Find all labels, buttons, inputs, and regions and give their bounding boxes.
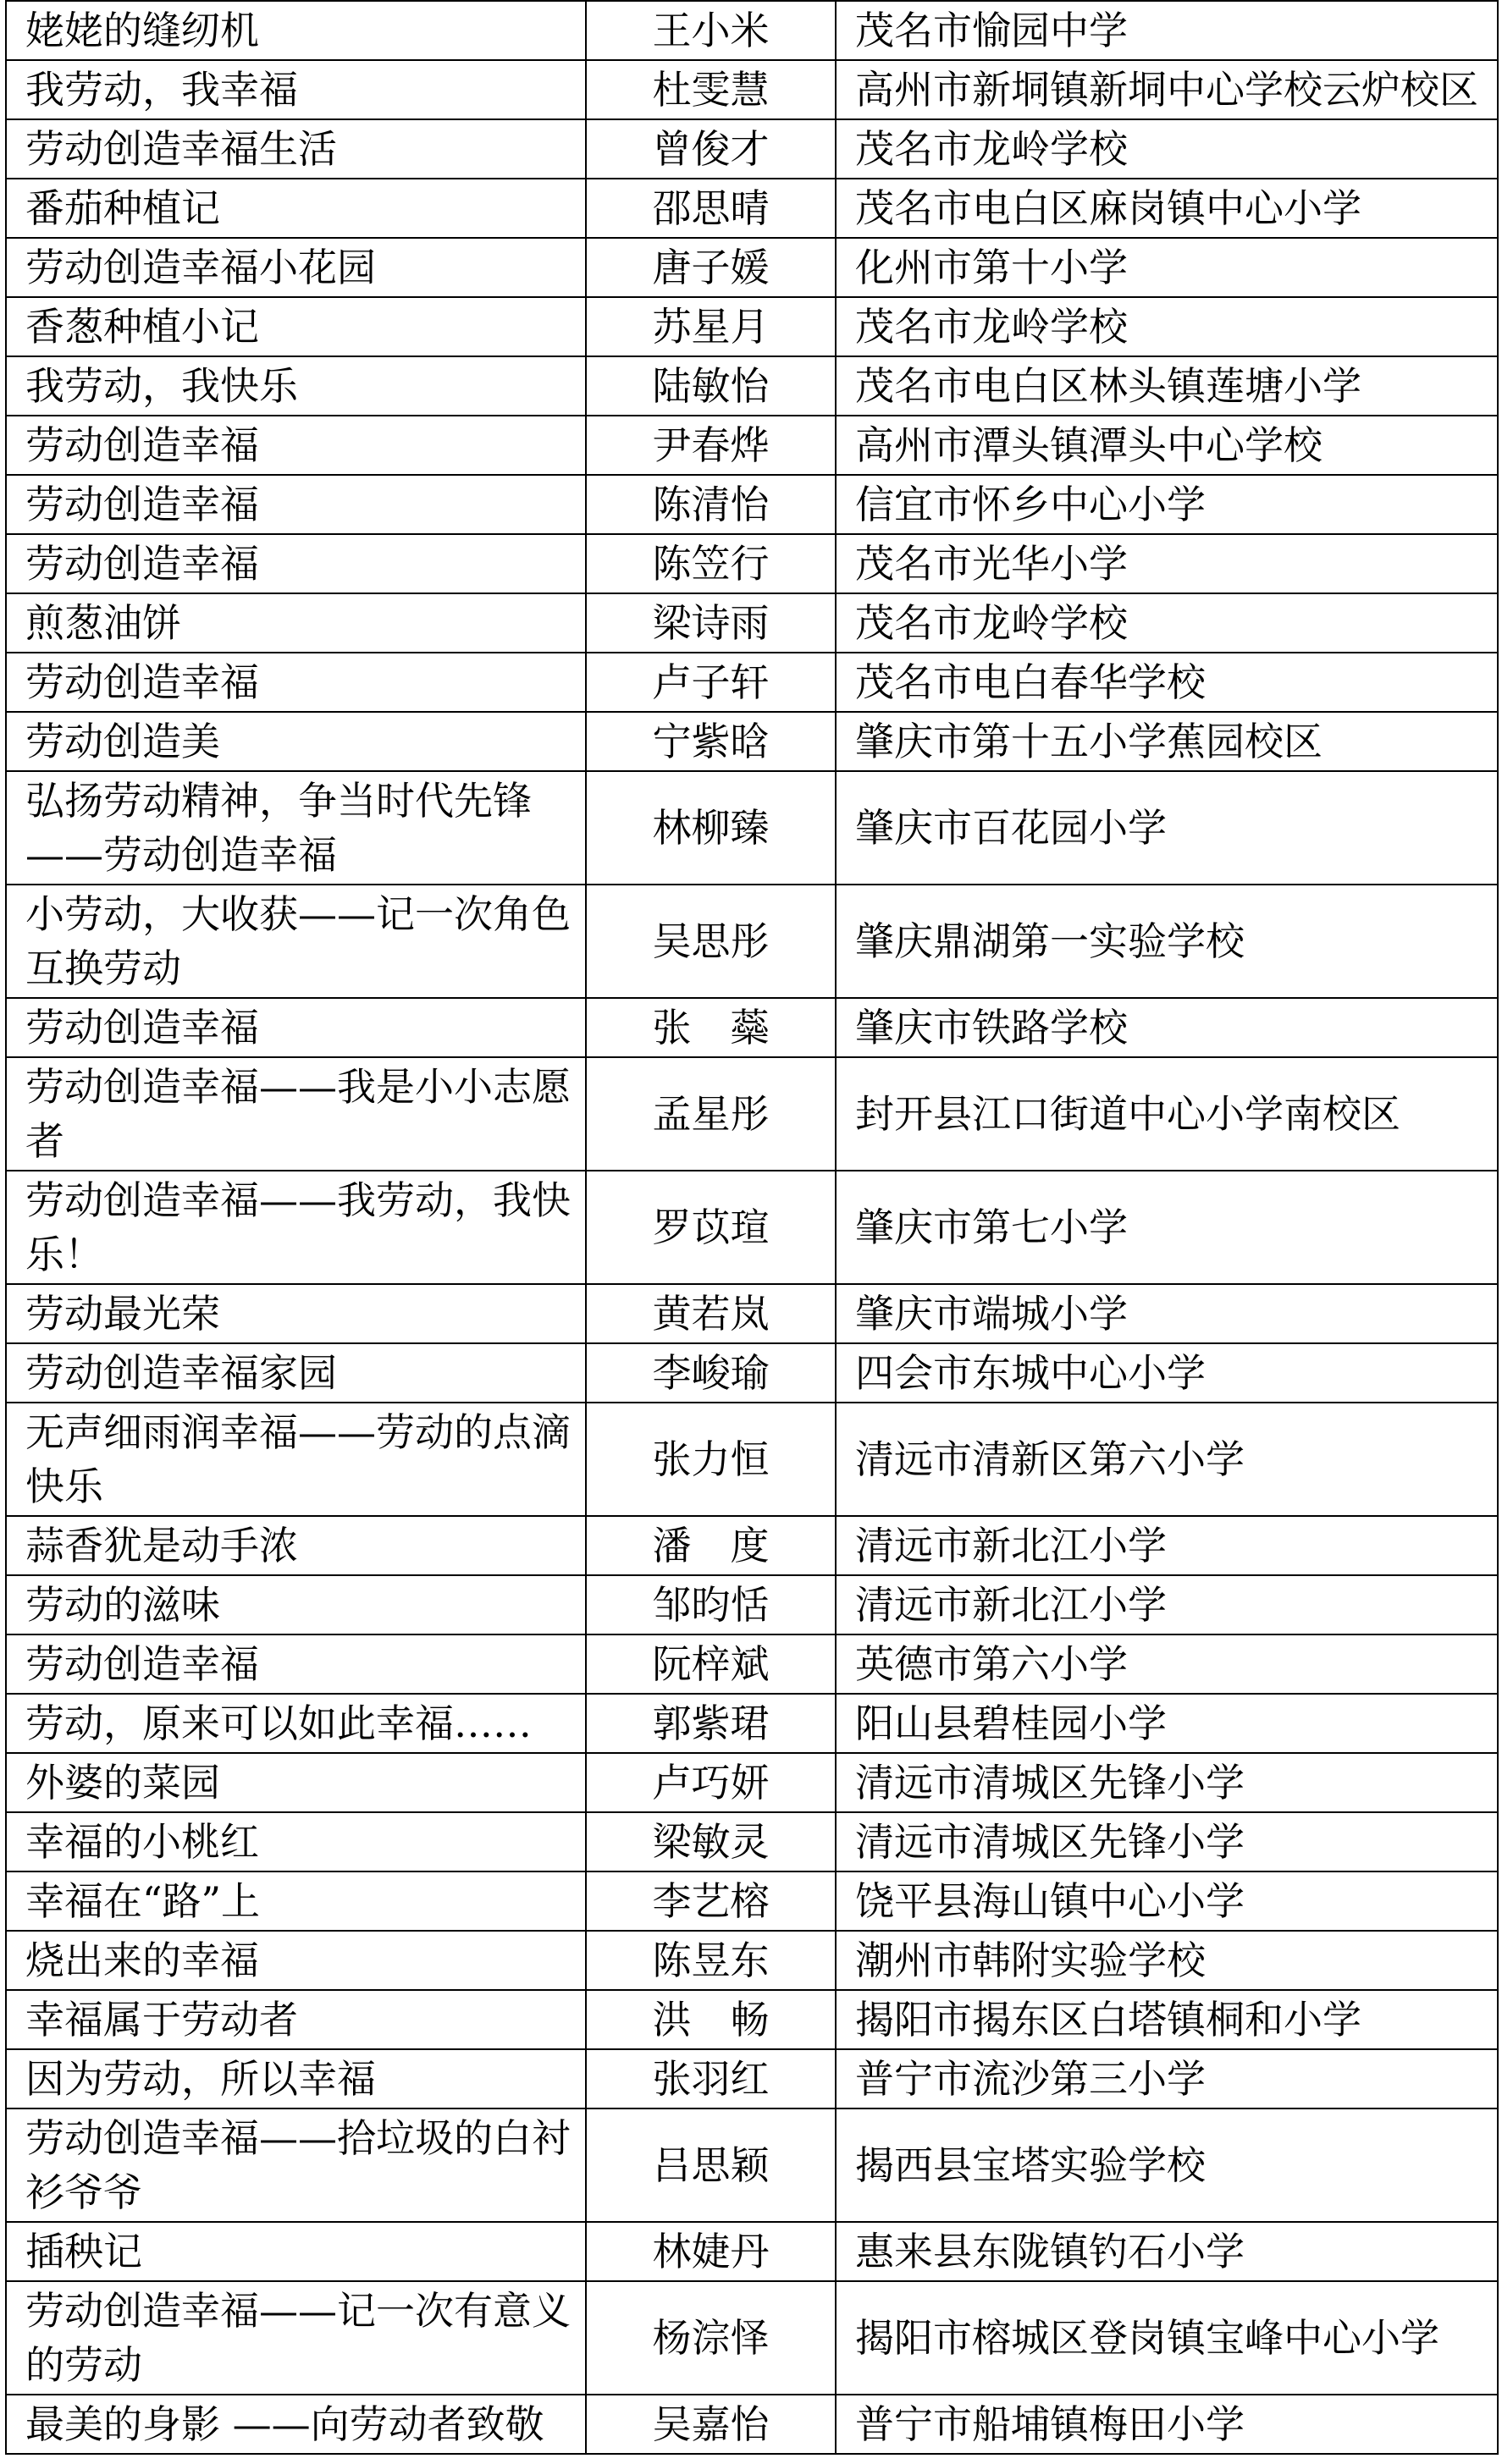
school-cell: 茂名市龙岭学校 — [836, 119, 1498, 179]
essay-title-cell: 劳动创造幸福家园 — [6, 1343, 586, 1403]
student-name-cell: 李峻瑜 — [586, 1343, 836, 1403]
student-name-cell: 郭紫珺 — [586, 1694, 836, 1753]
student-name-cell: 梁敏灵 — [586, 1812, 836, 1871]
student-name-cell: 陈清怡 — [586, 475, 836, 534]
school-cell: 普宁市船埔镇梅田小学 — [836, 2395, 1498, 2454]
student-name-cell: 张羽红 — [586, 2049, 836, 2108]
school-cell: 英德市第六小学 — [836, 1634, 1498, 1694]
essay-title-cell: 劳动最光荣 — [6, 1284, 586, 1343]
essay-title-cell: 无声细雨润幸福——劳动的点滴快乐 — [6, 1403, 586, 1516]
table-row — [6, 885, 1498, 998]
table-row — [6, 356, 1498, 416]
essay-title-cell: 煎葱油饼 — [6, 593, 586, 653]
table-row — [6, 1057, 1498, 1171]
table-row — [6, 1403, 1498, 1516]
essay-title-cell: 劳动，原来可以如此幸福…… — [6, 1694, 586, 1753]
essay-title-cell: 蒜香犹是动手浓 — [6, 1516, 586, 1575]
essay-title-cell: 劳动创造幸福 — [6, 475, 586, 534]
student-name-cell: 王小米 — [586, 1, 836, 60]
essay-title-cell: 劳动创造幸福——记一次有意义的劳动 — [6, 2281, 586, 2395]
table-row — [6, 2395, 1498, 2454]
table-row — [6, 60, 1498, 119]
essay-title-cell: 劳动创造幸福 — [6, 534, 586, 593]
school-cell: 信宜市怀乡中心小学 — [836, 475, 1498, 534]
essay-title-cell: 劳动创造幸福小花园 — [6, 238, 586, 297]
essay-title-cell: 劳动创造幸福生活 — [6, 119, 586, 179]
table-row — [6, 1634, 1498, 1694]
table-row — [6, 1812, 1498, 1871]
essay-title-cell: 劳动创造幸福 — [6, 1634, 586, 1694]
essay-title-cell: 香葱种植小记 — [6, 297, 586, 356]
student-name-cell: 林柳臻 — [586, 771, 836, 885]
table-row — [6, 475, 1498, 534]
table-row — [6, 2281, 1498, 2395]
essay-title-cell: 劳动创造幸福——我劳动，我快乐！ — [6, 1171, 586, 1284]
school-cell: 揭阳市榕城区登岗镇宝峰中心小学 — [836, 2281, 1498, 2395]
student-name-cell: 张力恒 — [586, 1403, 836, 1516]
student-name-cell: 吴嘉怡 — [586, 2395, 836, 2454]
school-cell: 阳山县碧桂园小学 — [836, 1694, 1498, 1753]
essay-title-cell: 姥姥的缝纫机 — [6, 1, 586, 60]
student-name-cell: 苏星月 — [586, 297, 836, 356]
school-cell: 清远市新北江小学 — [836, 1516, 1498, 1575]
school-cell: 茂名市电白春华学校 — [836, 653, 1498, 712]
student-name-cell: 罗苡瑄 — [586, 1171, 836, 1284]
student-name-cell: 卢子轩 — [586, 653, 836, 712]
school-cell: 潮州市韩附实验学校 — [836, 1931, 1498, 1990]
essay-title-cell: 外婆的菜园 — [6, 1753, 586, 1812]
school-cell: 茂名市电白区林头镇莲塘小学 — [836, 356, 1498, 416]
student-name-cell: 邵思晴 — [586, 179, 836, 238]
school-cell: 肇庆市第十五小学蕉园校区 — [836, 712, 1498, 771]
student-name-cell: 梁诗雨 — [586, 593, 836, 653]
student-name-cell: 陈笠行 — [586, 534, 836, 593]
school-cell: 饶平县海山镇中心小学 — [836, 1871, 1498, 1931]
table-row — [6, 771, 1498, 885]
essay-title-cell: 小劳动，大收获——记一次角色互换劳动 — [6, 885, 586, 998]
table-row — [6, 534, 1498, 593]
student-name-cell: 唐子媛 — [586, 238, 836, 297]
student-name-cell: 阮梓斌 — [586, 1634, 836, 1694]
student-name-cell: 吴思彤 — [586, 885, 836, 998]
table-row — [6, 416, 1498, 475]
school-cell: 清远市清新区第六小学 — [836, 1403, 1498, 1516]
table-row — [6, 2049, 1498, 2108]
student-name-cell: 吕思颖 — [586, 2108, 836, 2222]
essay-title-cell: 我劳动，我幸福 — [6, 60, 586, 119]
student-name-cell: 陈昱东 — [586, 1931, 836, 1990]
school-cell: 惠来县东陇镇钓石小学 — [836, 2222, 1498, 2281]
table-row — [6, 1171, 1498, 1284]
school-cell: 清远市清城区先锋小学 — [836, 1812, 1498, 1871]
essay-title-cell: 劳动创造幸福 — [6, 653, 586, 712]
table-row — [6, 1694, 1498, 1753]
student-name-cell: 黄若岚 — [586, 1284, 836, 1343]
table-row — [6, 1516, 1498, 1575]
essay-title-cell: 番茄种植记 — [6, 179, 586, 238]
essay-title-cell: 因为劳动，所以幸福 — [6, 2049, 586, 2108]
essay-title-cell: 幸福的小桃红 — [6, 1812, 586, 1871]
award-list-table — [5, 0, 1499, 2455]
school-cell: 肇庆市百花园小学 — [836, 771, 1498, 885]
school-cell: 茂名市电白区麻岗镇中心小学 — [836, 179, 1498, 238]
essay-title-cell: 插秧记 — [6, 2222, 586, 2281]
essay-title-cell: 劳动创造美 — [6, 712, 586, 771]
table-row — [6, 1753, 1498, 1812]
student-name-cell: 杜雯慧 — [586, 60, 836, 119]
table-row — [6, 1343, 1498, 1403]
table-body — [6, 1, 1498, 2454]
table-row — [6, 1871, 1498, 1931]
table-row — [6, 1284, 1498, 1343]
student-name-cell: 尹春烨 — [586, 416, 836, 475]
essay-title-cell: 幸福属于劳动者 — [6, 1990, 586, 2049]
essay-title-cell: 烧出来的幸福 — [6, 1931, 586, 1990]
student-name-cell: 曾俊才 — [586, 119, 836, 179]
table-row — [6, 593, 1498, 653]
school-cell: 肇庆市第七小学 — [836, 1171, 1498, 1284]
table-row — [6, 179, 1498, 238]
school-cell: 揭西县宝塔实验学校 — [836, 2108, 1498, 2222]
table-row — [6, 238, 1498, 297]
table-row — [6, 712, 1498, 771]
essay-title-cell: 最美的身影 ——向劳动者致敬 — [6, 2395, 586, 2454]
school-cell: 封开县江口街道中心小学南校区 — [836, 1057, 1498, 1171]
school-cell: 茂名市龙岭学校 — [836, 297, 1498, 356]
school-cell: 肇庆市端城小学 — [836, 1284, 1498, 1343]
student-name-cell: 李艺榕 — [586, 1871, 836, 1931]
essay-title-cell: 我劳动，我快乐 — [6, 356, 586, 416]
essay-title-cell: 劳动创造幸福 — [6, 416, 586, 475]
essay-title-cell: 劳动创造幸福 — [6, 998, 586, 1057]
table-row — [6, 297, 1498, 356]
student-name-cell: 洪 畅 — [586, 1990, 836, 2049]
essay-title-cell: 幸福在“路”上 — [6, 1871, 586, 1931]
school-cell: 揭阳市揭东区白塔镇桐和小学 — [836, 1990, 1498, 2049]
school-cell: 茂名市龙岭学校 — [836, 593, 1498, 653]
school-cell: 四会市东城中心小学 — [836, 1343, 1498, 1403]
school-cell: 茂名市光华小学 — [836, 534, 1498, 593]
essay-title-cell: 劳动创造幸福——拾垃圾的白衬衫爷爷 — [6, 2108, 586, 2222]
student-name-cell: 孟星彤 — [586, 1057, 836, 1171]
table-row — [6, 1, 1498, 60]
document-page — [5, 0, 1497, 2455]
student-name-cell: 陆敏怡 — [586, 356, 836, 416]
school-cell: 高州市新垌镇新垌中心学校云炉校区 — [836, 60, 1498, 119]
table-row — [6, 653, 1498, 712]
essay-title-cell: 劳动的滋味 — [6, 1575, 586, 1634]
school-cell: 化州市第十小学 — [836, 238, 1498, 297]
table-row — [6, 119, 1498, 179]
school-cell: 茂名市愉园中学 — [836, 1, 1498, 60]
school-cell: 清远市新北江小学 — [836, 1575, 1498, 1634]
student-name-cell: 卢巧妍 — [586, 1753, 836, 1812]
table-row — [6, 2108, 1498, 2222]
table-row — [6, 1990, 1498, 2049]
table-row — [6, 998, 1498, 1057]
school-cell: 肇庆市铁路学校 — [836, 998, 1498, 1057]
essay-title-cell: 弘扬劳动精神，争当时代先锋——劳动创造幸福 — [6, 771, 586, 885]
student-name-cell: 杨淙怿 — [586, 2281, 836, 2395]
student-name-cell: 潘 度 — [586, 1516, 836, 1575]
essay-title-cell: 劳动创造幸福——我是小小志愿者 — [6, 1057, 586, 1171]
table-row — [6, 1931, 1498, 1990]
table-row — [6, 1575, 1498, 1634]
student-name-cell: 张 蘂 — [586, 998, 836, 1057]
school-cell: 高州市潭头镇潭头中心学校 — [836, 416, 1498, 475]
school-cell: 普宁市流沙第三小学 — [836, 2049, 1498, 2108]
student-name-cell: 林婕丹 — [586, 2222, 836, 2281]
school-cell: 肇庆鼎湖第一实验学校 — [836, 885, 1498, 998]
student-name-cell: 邹昀恬 — [586, 1575, 836, 1634]
table-row — [6, 2222, 1498, 2281]
student-name-cell: 宁紫晗 — [586, 712, 836, 771]
school-cell: 清远市清城区先锋小学 — [836, 1753, 1498, 1812]
